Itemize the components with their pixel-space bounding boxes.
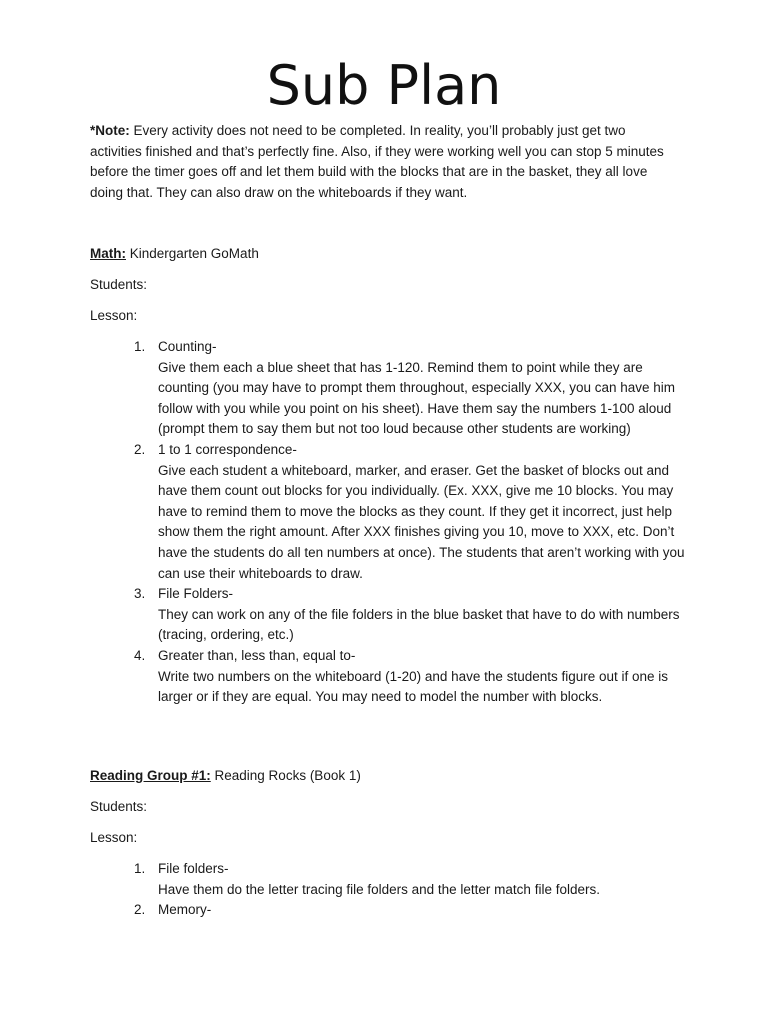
note-paragraph	[90, 121, 680, 203]
list-item	[90, 337, 690, 440]
math-lesson-list	[90, 337, 690, 708]
list-item	[90, 900, 690, 921]
item-title: Greater than, less than, equal to-	[158, 647, 356, 663]
page-title: Sub Plan	[266, 54, 502, 117]
math-section-heading	[90, 244, 690, 264]
item-description: Give them each a blue sheet that has 1-120. Remind them to point while they are counting (you may have to prompt them throughout, especially XXX, you can have him follow with you while you point on his sheet). Have them say the numbers 1-100 aloud (prompt them to say them but not too loud because other students are working)	[158, 359, 676, 437]
list-item	[90, 584, 690, 646]
item-description: Write two numbers on the whiteboard (1-20) and have the students figure out if one is larger or if they are equal. You may need to model the number with blocks.	[158, 668, 669, 705]
lesson-label: Lesson:	[90, 308, 138, 323]
students-label: Students:	[90, 277, 148, 292]
list-item	[90, 646, 690, 708]
item-title: File folders-	[158, 861, 229, 876]
item-title: Counting-	[158, 339, 217, 354]
students-label: Students:	[90, 799, 148, 814]
item-number: 1.	[134, 861, 146, 876]
section-label: Math:	[90, 246, 126, 261]
lesson-label: Lesson:	[90, 830, 138, 845]
item-description: They can work on any of the file folders in the blue basket that have to do with numbers (tracing, ordering, etc.)	[158, 606, 680, 643]
item-number: 3.	[134, 586, 146, 602]
note-label: *Note:	[90, 123, 130, 138]
item-title: Memory-	[158, 902, 212, 918]
item-number: 2.	[134, 902, 146, 918]
section-label: Reading Group #1:	[90, 768, 211, 783]
list-item	[90, 859, 690, 900]
list-item	[90, 440, 690, 584]
reading-lesson-list	[90, 859, 690, 921]
item-number: 1.	[134, 339, 146, 354]
note-text: Every activity does not need to be completed. In reality, you’ll probably just get two activities finished and that’s perfectly fine. Also, if they were working well you can stop 5 minutes before the timer goes off and let them build with the blocks that are in the basket, they all love doing that. They can also draw on the whiteboards if they want.	[90, 123, 664, 200]
section-subject: Reading Rocks (Book 1)	[210, 768, 361, 783]
item-title: 1 to 1 correspondence-	[158, 441, 297, 457]
item-description: Give each student a whiteboard, marker, and eraser. Get the basket of blocks out and have them count out blocks for you individually. (Ex. XXX, give me 10 blocks. You may have to remind them to move the blocks as they count. If they get it incorrect, just help show them the right amount. After XXX finishes giving you 10, move to XXX, etc. Don’t have the students do all ten numbers at once). The students that aren’t working with you can use their whiteboards to draw.	[158, 462, 685, 581]
reading-section-heading	[90, 766, 690, 786]
item-number: 4.	[134, 647, 146, 663]
item-description: Have them do the letter tracing file folders and the letter match file folders.	[158, 881, 600, 897]
item-title: File Folders-	[158, 586, 234, 602]
item-number: 2.	[134, 441, 146, 457]
section-subject: Kindergarten GoMath	[126, 246, 259, 261]
